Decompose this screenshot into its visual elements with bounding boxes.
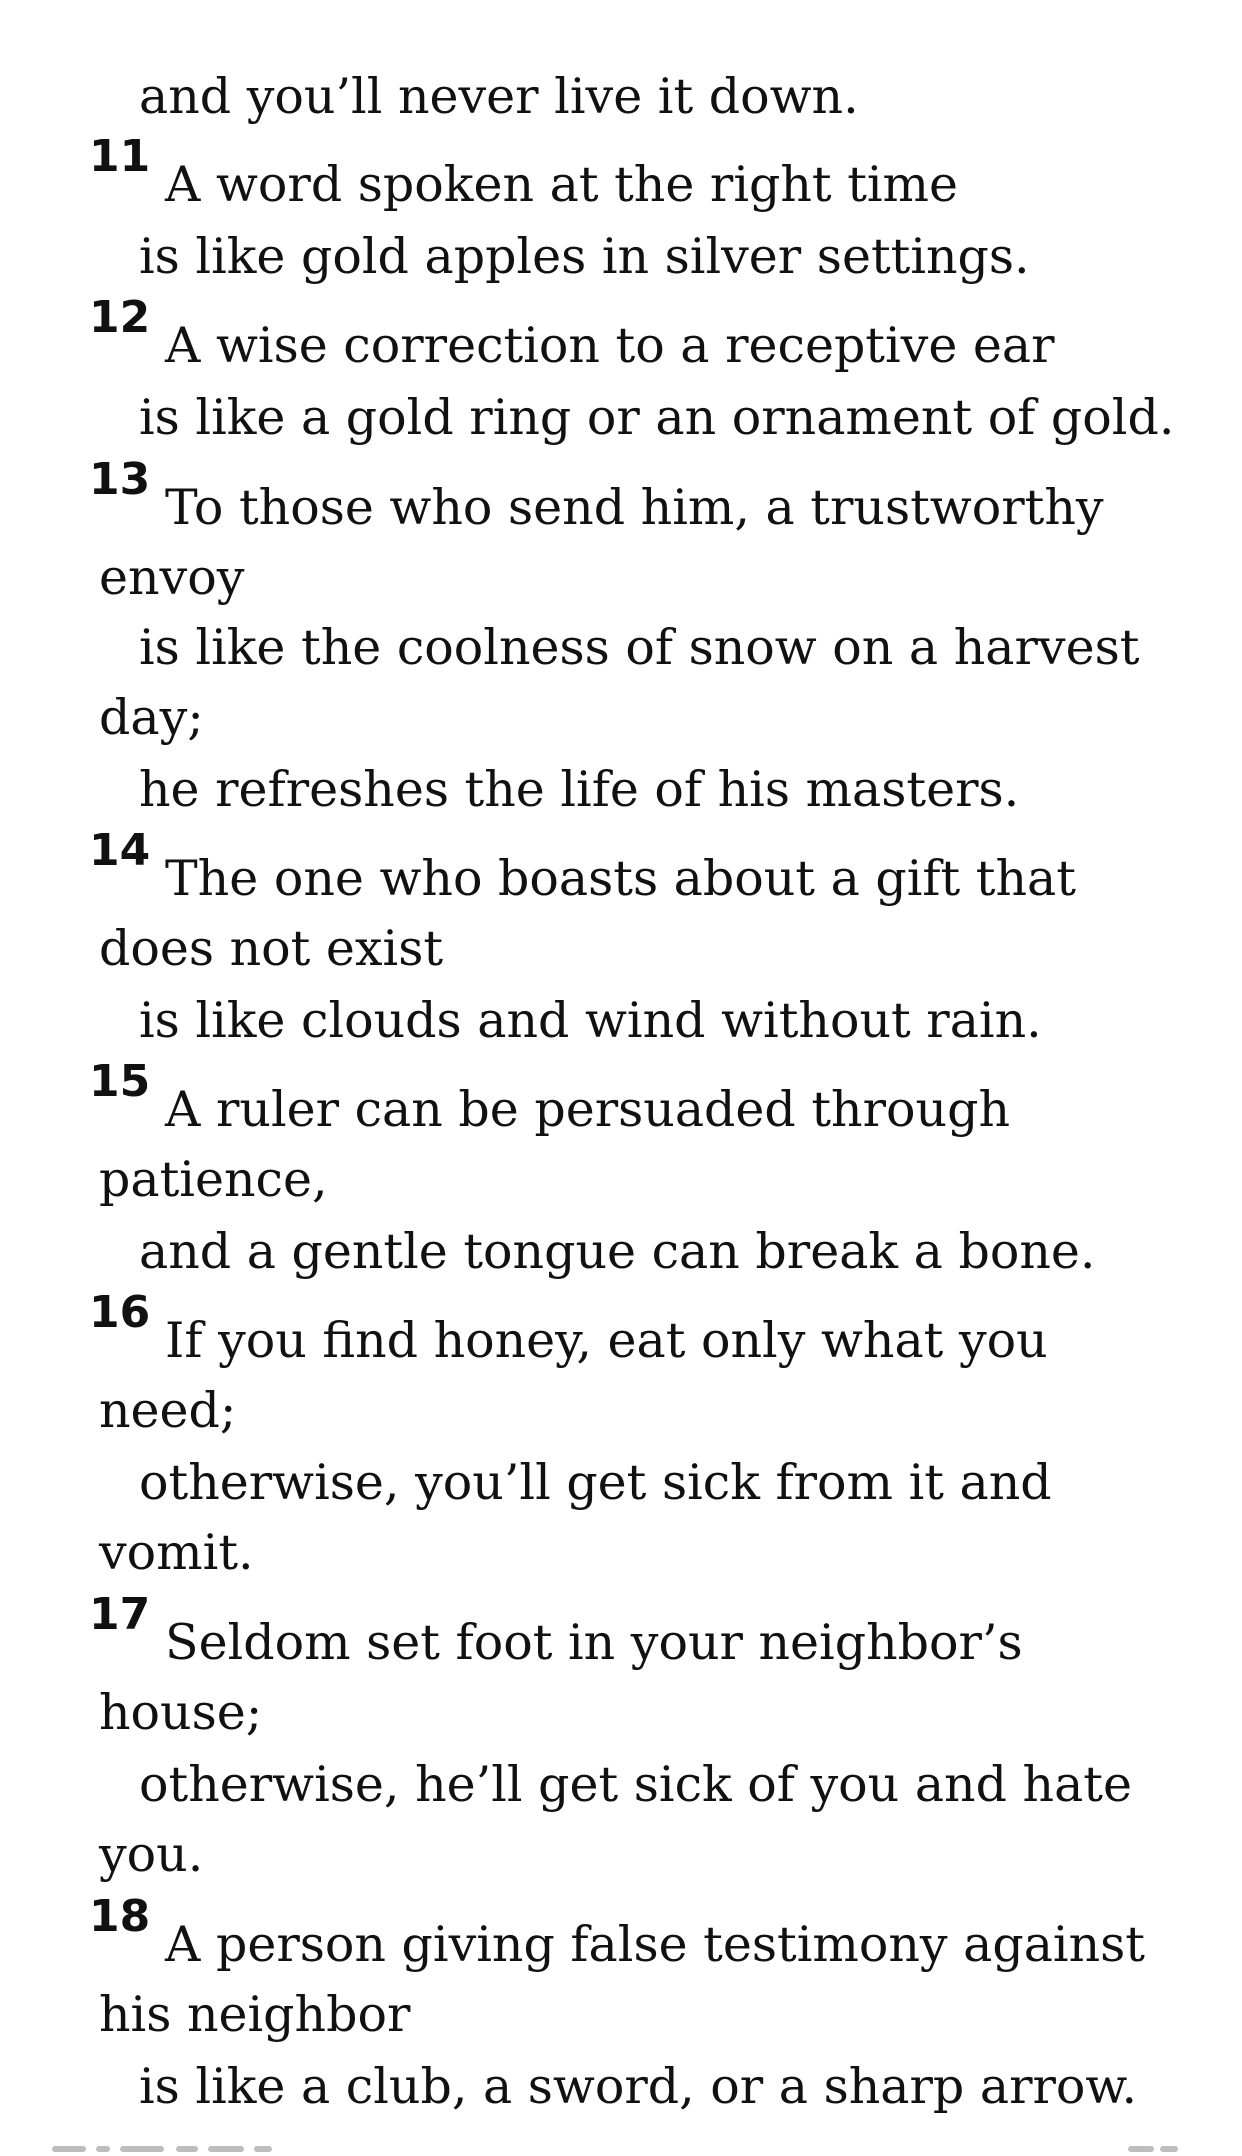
- verse-number-17[interactable]: 17: [89, 1589, 151, 1640]
- poetry-line: The one who boasts about a gift that: [165, 850, 1076, 907]
- footer-fragment: [96, 2146, 110, 2152]
- verse-number-14[interactable]: 14: [89, 825, 151, 876]
- poetry-line: and you’ll never live it down.: [139, 68, 859, 125]
- verse-number-18[interactable]: 18: [89, 1891, 151, 1942]
- footer-fragment: [254, 2146, 272, 2152]
- poetry-line: is like gold apples in silver settings.: [139, 228, 1030, 285]
- poetry-line: he refreshes the life of his masters.: [139, 761, 1020, 818]
- footer-fragment: [208, 2146, 244, 2152]
- poetry-line: is like a gold ring or an ornament of gold.: [139, 389, 1175, 446]
- poetry-line: A person giving false testimony against: [165, 1916, 1145, 1973]
- poetry-line: is like a club, a sword, or a sharp arrow.: [139, 2058, 1138, 2115]
- footer-fragment: [120, 2146, 164, 2152]
- poetry-line: otherwise, he’ll get sick of you and hate: [139, 1756, 1132, 1813]
- footer-fragment: [176, 2146, 198, 2152]
- poetry-line: his neighbor: [99, 1986, 411, 2043]
- poetry-line: is like the coolness of snow on a harvest: [139, 619, 1140, 676]
- poetry-line: you.: [99, 1826, 204, 1883]
- poetry-line: patience,: [99, 1151, 328, 1208]
- footer-fragment: [52, 2146, 86, 2152]
- poetry-line: Seldom set foot in your neighbor’s: [165, 1614, 1023, 1671]
- verse-number-13[interactable]: 13: [89, 454, 151, 505]
- poetry-line: envoy: [99, 549, 245, 606]
- poetry-line: If you find honey, eat only what you: [165, 1312, 1048, 1369]
- poetry-line: is like clouds and wind without rain.: [139, 992, 1042, 1049]
- poetry-line: A ruler can be persuaded through: [165, 1081, 1011, 1138]
- verse-number-15[interactable]: 15: [89, 1056, 151, 1107]
- verse-number-16[interactable]: 16: [89, 1287, 151, 1338]
- poetry-line: A wise correction to a receptive ear: [165, 317, 1055, 374]
- poetry-line: does not exist: [99, 920, 444, 977]
- footer-fragment: [1128, 2146, 1154, 2152]
- poetry-line: otherwise, you’ll get sick from it and: [139, 1454, 1052, 1511]
- poetry-line: need;: [99, 1382, 237, 1439]
- poetry-line: and a gentle tongue can break a bone.: [139, 1223, 1096, 1280]
- poetry-line: A word spoken at the right time: [165, 156, 959, 213]
- poetry-line: vomit.: [99, 1524, 254, 1581]
- footer-fragment: [1160, 2146, 1178, 2152]
- verse-number-12[interactable]: 12: [89, 292, 151, 343]
- verse-number-11[interactable]: 11: [89, 131, 151, 182]
- poetry-line: To those who send him, a trustworthy: [165, 479, 1104, 536]
- poetry-line: house;: [99, 1684, 263, 1741]
- poetry-line: day;: [99, 689, 204, 746]
- cut-off-footer: [0, 2138, 1242, 2156]
